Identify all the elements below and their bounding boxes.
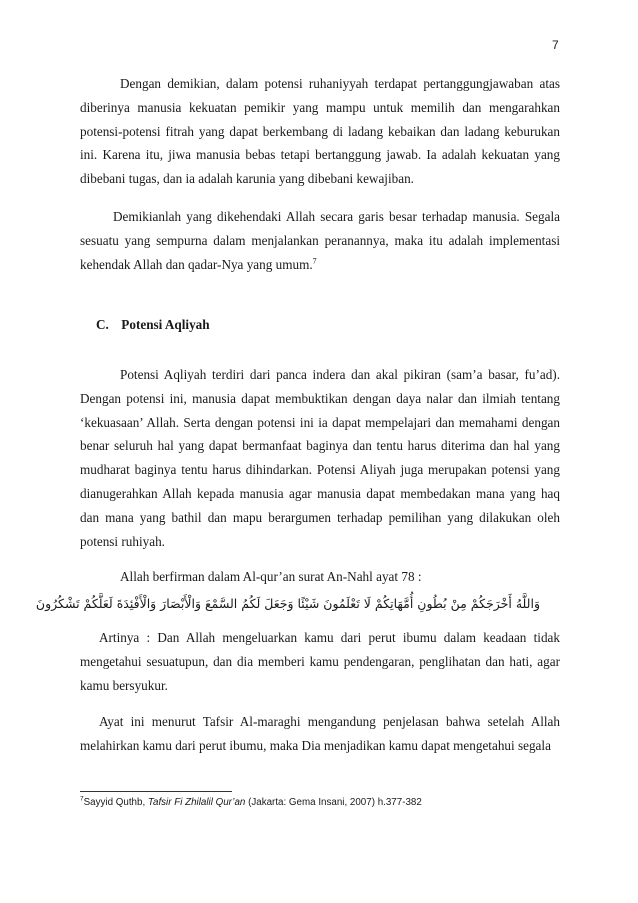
footnote-author: Sayyid Quthb,	[83, 797, 146, 808]
footnote-publication: (Jakarta: Gema Insani, 2007) h.377-382	[248, 797, 422, 808]
footnote-mark: 7	[80, 795, 84, 803]
arabic-verse: وَاللَّهُ أَخْرَجَكُمْ مِنْ بُطُونِ أُمَّهَاتِكُمْ لَا تَعْلَمُونَ شَيْئًا وَجَعَلَ لَكُمُ السَّمْعَ وَالْأَبْصَارَ وَالْأَفْئِدَةَ لَعَلَّكُمْ تَشْكُرُونَ	[35, 596, 540, 611]
section-number: C.	[96, 317, 109, 332]
paragraph-kehendak-allah-text: Demikianlah yang dikehendaki Allah secara garis besar terhadap manusia. Segala sesuatu yang sempurna dalam menjalankan peranannya, maka itu adalah implementasi kehendak Allah dan qadar-Nya yang umum.	[80, 209, 560, 272]
paragraph-ruhaniyyah: Dengan demikian, dalam potensi ruhaniyyah terdapat pertanggungjawaban atas diberinya manusia kekuatan pemikir yang mampu untuk memilih dan mengarahkan potensi-potensi fitrah yang dapat berkembang di ladang kebaikan dan ladang keburukan ini. Karena itu, jiwa manusia bebas tetapi bertanggung jawab. Ia adalah kekuatan yang dibebani tugas, dan ia adalah karunia yang dibebani kewajiban.	[80, 76, 560, 187]
footnote-reference: 7	[312, 256, 317, 266]
paragraph-kehendak-allah	[80, 205, 560, 276]
footnote-divider	[80, 791, 232, 792]
paragraph-surah-intro: Allah berfirman dalam Al-qur’an surat An-Nahl ayat 78 :	[120, 569, 422, 584]
footnote	[80, 796, 560, 810]
section-title: Potensi Aqliyah	[121, 317, 210, 332]
footnote-title: Tafsir Fi Zhilalil Qur’an	[147, 797, 246, 808]
paragraph-translation: Artinya : Dan Allah mengeluarkan kamu dari perut ibumu dalam keadaan tidak mengetahui sesuatupun, dan dia memberi kamu pendengaran, penglihatan dan hati, agar kamu bersyukur.	[80, 630, 560, 693]
section-heading	[96, 317, 210, 333]
paragraph-potensi-aqliyah: Potensi Aqliyah terdiri dari panca indera dan akal pikiran (sam’a basar, fu’ad). Dengan potensi ini, manusia dapat membuktikan dengan daya nalar dan ilmiah tentang ‘kekuasaan’ Allah. Serta dengan potensi ini ia dapat mempelajari dan memahami dengan benar seluruh hal yang dapat bermanfaat baginya dan tentu harus diterima dan hal yang mudharat baginya tentu harus dihindarkan. Potensi Aliyah juga merupakan potensi yang dianugerahkan Allah kepada manusia agar manusia dapat membedakan mana yang haq dan mana yang bathil dan mapu berargumen terhadap pemilihan yang dilakukan oleh potensi ruhiyah.	[80, 367, 560, 549]
page-number: 7	[552, 38, 559, 52]
paragraph-tafsir: Ayat ini menurut Tafsir Al-maraghi mengandung penjelasan bahwa setelah Allah melahirkan kamu dari perut ibumu, maka Dia menjadikan kamu dapat mengetahui segala	[80, 714, 560, 753]
